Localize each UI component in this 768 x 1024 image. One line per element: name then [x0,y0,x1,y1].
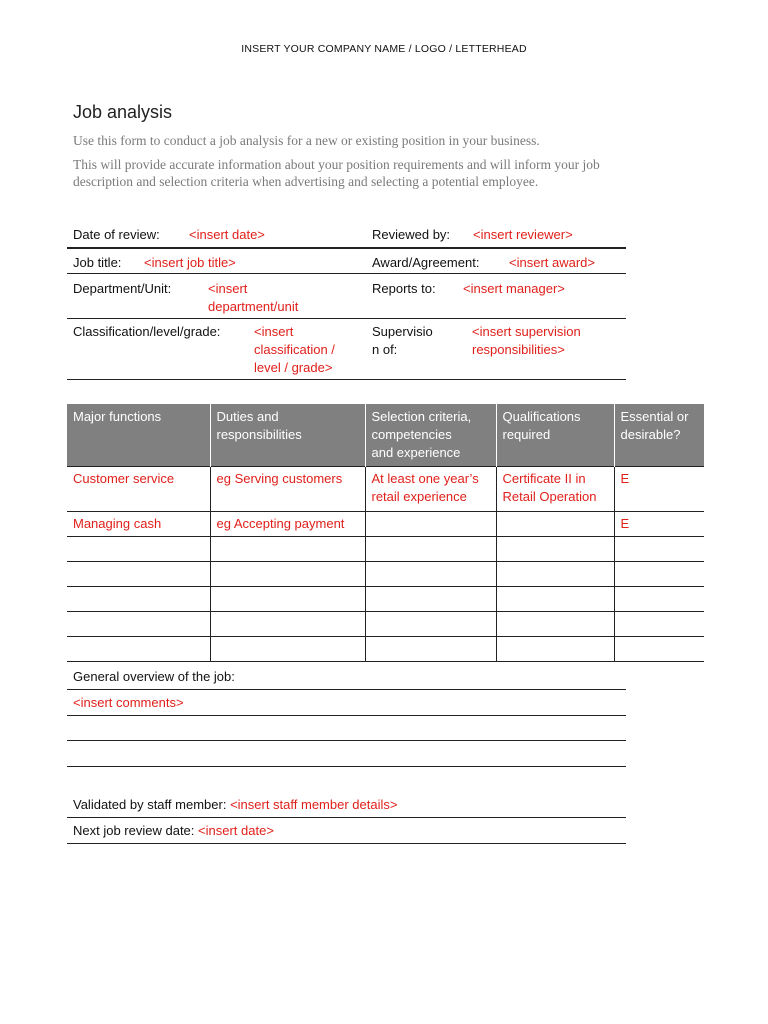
table-cell[interactable] [210,637,365,662]
table-cell[interactable] [67,537,210,562]
validated-by-value[interactable]: <insert staff member details> [230,797,398,812]
table-cell[interactable] [614,562,704,587]
table-row [67,562,704,587]
validated-by-field [73,796,397,814]
table-cell[interactable]: Certificate II in Retail Operation [496,467,614,512]
table-cell[interactable]: At least one year’s retail experience [365,467,496,512]
overview-divider [67,766,626,767]
date-of-review-label: Date of review: [73,227,160,242]
table-row [67,612,704,637]
field-divider [67,273,626,274]
table-cell[interactable] [365,612,496,637]
next-review-label: Next job review date: [73,823,195,838]
overview-value[interactable]: <insert comments> [73,695,184,710]
supervision-label: Supervisio n of: [372,324,433,357]
table-cell[interactable] [67,587,210,612]
field-divider [67,817,626,818]
field-divider [67,379,626,380]
reports-to-value[interactable]: <insert manager> [463,281,565,296]
table-cell[interactable] [614,637,704,662]
supervision-value[interactable]: <insert supervision responsibilities> [472,324,581,357]
table-cell[interactable] [496,612,614,637]
table-cell[interactable] [210,612,365,637]
table-cell[interactable] [365,512,496,537]
header-essential-desirable: Essential or desirable? [614,404,704,467]
table-cell[interactable]: E [614,467,704,512]
table-cell[interactable] [614,587,704,612]
header-selection-criteria: Selection criteria, competencies and experience [365,404,496,467]
field-divider [67,247,626,249]
table-row [67,512,704,537]
letterhead: INSERT YOUR COMPANY NAME / LOGO / LETTERHEAD [241,43,527,55]
header-duties: Duties and responsibilities [210,404,365,467]
overview-divider [67,689,626,690]
table-cell[interactable] [67,612,210,637]
intro-paragraph-2: This will provide accurate information about your position requirements and will inform your job description and selection criteria when advertising and selecting a potential employee. [73,157,600,189]
job-title-label: Job title: [73,255,122,270]
table-cell[interactable] [614,612,704,637]
table-cell[interactable] [210,537,365,562]
table-cell[interactable]: E [614,512,704,537]
award-label: Award/Agreement: [372,255,480,270]
table-cell[interactable]: Customer service [67,467,210,512]
table-cell[interactable] [210,587,365,612]
header-major-functions: Major functions [67,404,210,467]
table-cell[interactable] [210,562,365,587]
reviewed-by-label: Reviewed by: [372,227,451,242]
job-functions-table [67,404,704,662]
overview-label: General overview of the job: [73,669,235,684]
table-row [67,537,704,562]
department-value[interactable]: <insert department/unit [208,281,299,314]
award-value[interactable]: <insert award> [509,255,595,270]
table-cell[interactable] [365,587,496,612]
table-cell[interactable] [496,637,614,662]
field-divider [67,318,626,319]
table-cell[interactable]: Managing cash [67,512,210,537]
table-cell[interactable] [365,562,496,587]
table-row [67,587,704,612]
next-review-value[interactable]: <insert date> [198,823,274,838]
table-cell[interactable] [496,587,614,612]
reports-to-label: Reports to: [372,281,436,296]
page-title: Job analysis [73,102,173,122]
table-cell[interactable] [496,562,614,587]
classification-value[interactable]: <insert classification / level / grade> [254,324,335,375]
table-header-row [67,404,704,467]
job-title-value[interactable]: <insert job title> [144,255,236,270]
table-cell[interactable] [365,637,496,662]
header-qualifications: Qualifications required [496,404,614,467]
table-row [67,637,704,662]
classification-label: Classification/level/grade: [73,324,221,339]
table-cell[interactable] [614,537,704,562]
next-review-field [73,822,274,840]
reviewed-by-value[interactable]: <insert reviewer> [473,227,573,242]
department-label: Department/Unit: [73,281,172,296]
table-cell[interactable] [67,562,210,587]
overview-divider [67,715,626,716]
table-cell[interactable] [365,537,496,562]
date-of-review-value[interactable]: <insert date> [189,227,265,242]
table-row [67,467,704,512]
table-cell[interactable]: eg Accepting payment [210,512,365,537]
table-cell[interactable] [496,537,614,562]
table-cell[interactable]: eg Serving customers [210,467,365,512]
table-cell[interactable] [496,512,614,537]
overview-divider [67,740,626,741]
validated-by-label: Validated by staff member: [73,797,227,812]
intro-paragraph-1: Use this form to conduct a job analysis for a new or existing position in your business. [73,133,540,148]
field-divider [67,843,626,844]
table-cell[interactable] [67,637,210,662]
